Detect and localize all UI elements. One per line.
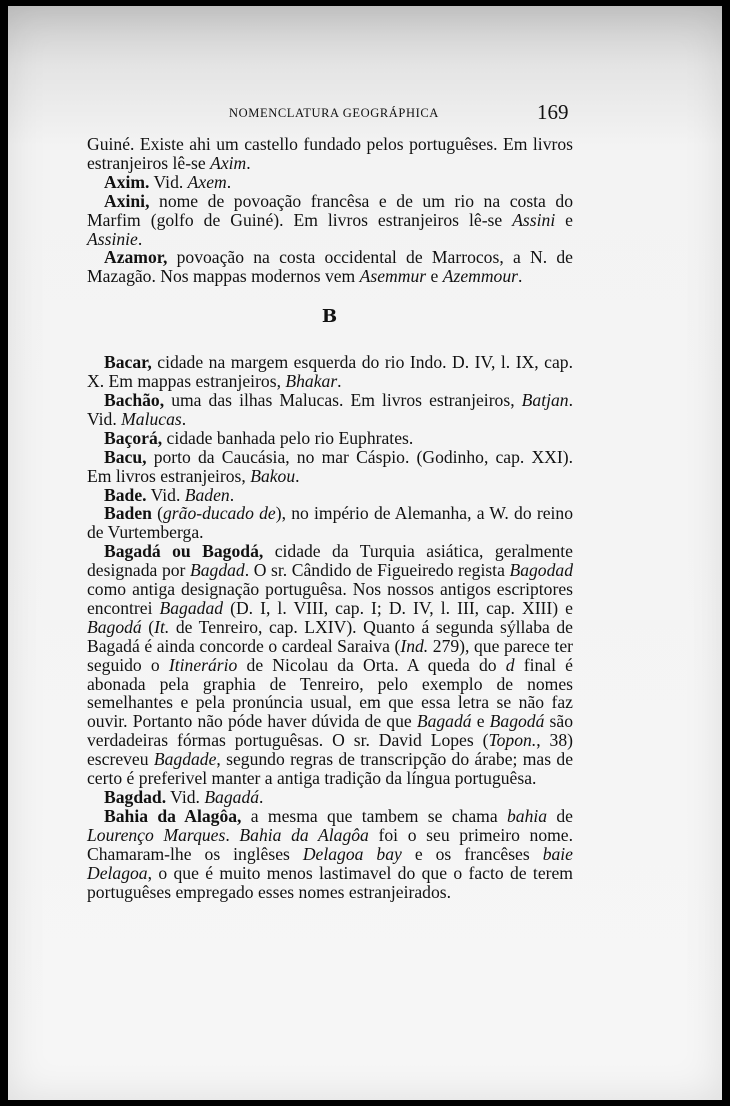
italic-term: It. xyxy=(154,616,170,637)
entry-headword: Bacu, xyxy=(104,446,147,467)
italic-term: Topon. xyxy=(488,730,537,751)
entry-text: ( xyxy=(151,503,163,524)
italic-term: Bagodá xyxy=(87,616,142,637)
dictionary-entry xyxy=(87,248,573,286)
page-header xyxy=(8,100,722,126)
entries-section-b xyxy=(87,353,573,901)
entry-text: final é abonada pela graphia de Tenreiro, pelo exemplo de nomes semelhantes e pela pronúncia usual, em que essa letra se não faz ouvir. Portanto não póde haver dúvida de que xyxy=(87,654,573,732)
italic-term: Bagdade xyxy=(153,749,217,770)
dictionary-entry xyxy=(87,504,573,542)
entry-text: . xyxy=(246,152,251,173)
entry-text: foi o seu primeiro nome. Chamaram-lhe os inglêses xyxy=(87,824,574,864)
entry-headword: Bagadá ou Bagodá, xyxy=(104,541,264,562)
italic-term: Bahia da Alagôa xyxy=(239,824,369,845)
italic-term: Bagodá xyxy=(489,711,545,732)
entry-text: . xyxy=(517,266,523,287)
section-letter: B xyxy=(321,306,339,328)
italic-term: Itinerário xyxy=(168,654,238,675)
entry-text: Vid. xyxy=(149,171,188,192)
entry-text: . xyxy=(226,171,232,192)
entry-text: . xyxy=(337,371,342,392)
entry-text: nome de povoação francêsa e de um rio na costa do Marfim (golfo de Guiné). Em livros estranjeiros lê-se xyxy=(87,190,573,230)
body-text xyxy=(87,135,573,901)
italic-term: Asemmur xyxy=(359,266,427,287)
italic-term: grão-ducado de xyxy=(163,503,276,524)
italic-term: Axim xyxy=(210,152,247,173)
entry-headword: Bade. xyxy=(104,484,147,505)
entry-text: e xyxy=(555,209,573,230)
entry-text: ), no império de Alemanha, a W. do reino de Vurtemberga. xyxy=(87,503,573,543)
entry-text: , 38) escreveu xyxy=(87,730,573,770)
dictionary-entry xyxy=(87,173,573,192)
entry-headword: Axim. xyxy=(104,171,150,192)
entry-text: porto da Caucásia, no mar Cáspio. (Godinho, cap. XXI). Em livros estranjeiros, xyxy=(87,446,573,486)
entry-text: cidade na margem esquerda do rio Indo. D. IV, l. IX, cap. X. Em mappas estranjeiros, xyxy=(87,352,573,392)
italic-term: Bhakar xyxy=(285,371,338,392)
entry-text: , segundo regras de transcripção do árabe; mas de certo é preferivel manter a antiga tradição da língua portuguêsa. xyxy=(87,749,574,789)
italic-term: d xyxy=(505,654,515,675)
italic-term: Azemmour xyxy=(442,266,518,287)
entry-text: Guiné. Existe ahi um castello fundado pelos portuguêses. Em livros estranjeiros lê-se xyxy=(87,134,573,173)
dictionary-entry xyxy=(87,448,573,486)
italic-term: Bagdad xyxy=(190,560,245,581)
italic-term: Malucas xyxy=(121,408,182,429)
italic-term: Assinie xyxy=(87,228,138,249)
entry-text: ( xyxy=(141,616,155,637)
entry-headword: Baçorá, xyxy=(104,427,163,448)
italic-term: Bagodad xyxy=(509,560,573,581)
entry-text: (D. I, l. VIII, cap. I; D. IV, l. III, cap. XIII) e xyxy=(223,597,573,618)
dictionary-entry xyxy=(87,192,573,249)
entry-text: povoação na costa occidental de Marrocos, a N. de Mazagão. Nos mappas modernos vem xyxy=(87,247,573,287)
italic-term: Assini xyxy=(512,209,556,230)
dictionary-entry xyxy=(87,391,573,429)
entry-text: . Vid. xyxy=(87,389,573,429)
entry-text: . xyxy=(259,787,264,807)
book-page xyxy=(8,6,722,1100)
entries-section-a xyxy=(87,135,573,286)
entry-text: Vid. xyxy=(166,787,205,807)
entry-text: , o que é muito menos lastimavel do que o facto de terem portuguêses empregado esses nomes estranjeirados. xyxy=(87,862,573,902)
italic-term: baie Delagoa xyxy=(87,843,573,883)
italic-term: Delagoa bay xyxy=(302,843,402,864)
entry-headword: Bacar, xyxy=(104,352,152,373)
entry-text: uma das ilhas Malucas. Em livros estranjeiros, xyxy=(164,389,522,410)
entry-headword: Azamor, xyxy=(104,247,168,268)
italic-term: Bagadá xyxy=(204,787,260,807)
entry-text: . xyxy=(137,228,143,249)
italic-term: Bakou xyxy=(250,465,296,486)
page-number: 169 xyxy=(537,100,569,124)
italic-term: Ind. xyxy=(400,635,429,656)
italic-term: Batjan xyxy=(521,389,569,410)
entry-text: de Tenreiro, cap. LXIV). Quanto á segunda sýllaba de Bagadá é ainda concorde o cardeal Saraiva ( xyxy=(87,616,573,656)
entry-headword: Bagdad. xyxy=(104,787,167,807)
entry-text: de xyxy=(547,805,573,826)
entry-text: . xyxy=(225,824,240,845)
entry-headword: Bahia da Alagôa, xyxy=(104,805,242,826)
dictionary-entry xyxy=(87,788,573,807)
entry-text: 279), que parece ter seguido o xyxy=(87,635,573,675)
entry-text: e os francêses xyxy=(401,843,543,864)
entry-text: e xyxy=(471,711,490,732)
entry-text: . O sr. Cândido de Figueiredo regista xyxy=(244,560,510,581)
entry-headword: Baden xyxy=(104,503,152,524)
dictionary-entry xyxy=(87,429,573,448)
entry-text: cidade da Turquia asiática, geralmente designada por xyxy=(87,541,573,581)
italic-term: Lourenço Marques xyxy=(87,824,226,845)
dictionary-entry xyxy=(87,135,573,173)
entry-headword: Axini, xyxy=(104,190,150,211)
entry-text: a mesma que tambem se chama xyxy=(241,805,507,826)
entry-text: . xyxy=(181,408,187,429)
italic-term: Baden xyxy=(184,484,230,505)
italic-term: Bagadá xyxy=(416,711,472,732)
italic-term: bahia xyxy=(506,805,548,826)
entry-text: cidade banhada pelo rio Euphrates. xyxy=(162,427,414,448)
entry-text: de Nicolau da Orta. A queda do xyxy=(237,654,506,675)
entry-text: são verdadeiras fórmas portuguêsas. O sr. David Lopes ( xyxy=(87,711,573,751)
entry-text: Vid. xyxy=(146,484,185,505)
dictionary-entry xyxy=(87,807,573,902)
entry-text: . xyxy=(229,484,235,505)
dictionary-entry xyxy=(87,486,573,505)
running-head: NOMENCLATURA GEOGRÁPHICA xyxy=(229,106,439,120)
entry-text: . xyxy=(295,465,300,486)
dictionary-entry xyxy=(87,542,573,788)
dictionary-entry xyxy=(87,353,573,391)
entry-text: e xyxy=(426,266,443,287)
italic-term: Bagadad xyxy=(159,597,224,618)
italic-term: Axem xyxy=(187,171,227,192)
entry-headword: Bachão, xyxy=(104,389,165,410)
entry-text: como antiga designação portuguêsa. Nos nossos antigos escriptores encontrei xyxy=(87,579,573,618)
